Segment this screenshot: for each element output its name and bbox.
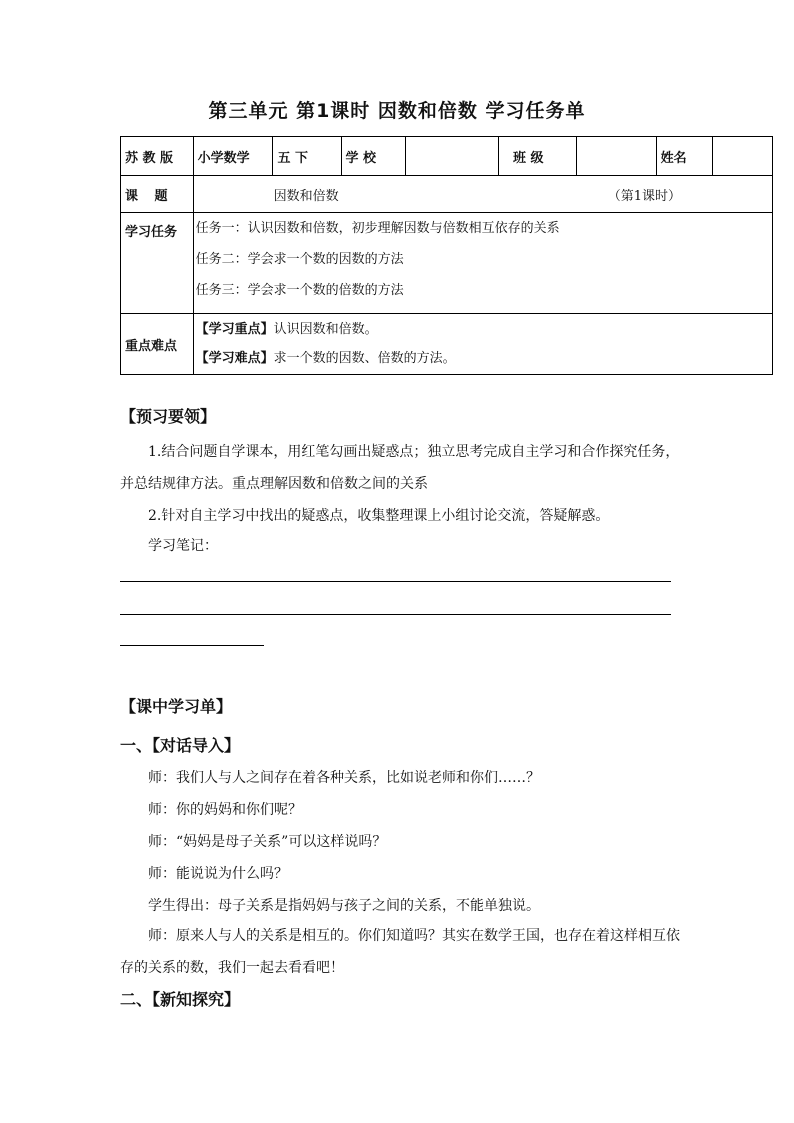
task-item: 任务三：学会求一个数的倍数的方法 [195,283,404,298]
preview-heading: 【预习要领】 [120,407,217,426]
dialog-line: 学生得出：母子关系是指妈妈与孩子之间的关系，不能单独说。 [148,898,540,914]
focus-cell [193,314,772,375]
focus-diff-text: 求一个数的因数、倍数的方法。 [273,351,456,366]
focus-key [196,315,770,344]
table-row [121,314,773,375]
table-row [121,137,773,176]
part2-heading: 二、【新知探究】 [120,990,241,1009]
note-line[interactable] [120,614,671,615]
dialog-line: 师：“妈妈是母子关系”可以这样说吗？ [148,834,387,850]
tasks-cell [193,213,772,314]
part1-heading: 一、【对话导入】 [120,736,241,755]
info-table [120,136,773,375]
dialog-line: 师：能说说为什么吗？ [148,866,288,882]
notes-label: 学习笔记： [148,538,218,554]
note-line[interactable] [120,645,264,646]
school-label: 学 校 [341,137,405,176]
topic-value: 因数和倍数 [273,188,339,204]
table-row [121,213,773,314]
focus-key-text: 认识因数和倍数。 [273,322,378,337]
lesson-heading: 【课中学习单】 [120,697,233,716]
page-title: 第三单元 第1课时 因数和倍数 学习任务单 [208,100,586,122]
publisher-cell: 苏 教 版 [121,137,194,176]
class-label: 班 级 [498,137,576,176]
topic-label: 课 题 [121,176,194,213]
school-value[interactable] [405,137,498,176]
task-item: 任务一：认识因数和倍数，初步理解因数与倍数相互依存的关系 [195,221,560,236]
dialog-line: 师：你的妈妈和你们呢？ [148,802,302,818]
task-item: 任务二：学会求一个数的因数的方法 [195,252,404,267]
name-label: 姓名 [656,137,712,176]
preview-paragraph-2: 2.针对自主学习中找出的疑惑点，收集整理课上小组讨论交流，答疑解惑。 [148,508,610,524]
grade-cell: 五 下 [273,137,341,176]
topic-period: （第1课时） [607,188,682,204]
closing-paragraph: 师：原来人与人的关系是相互的。你们知道吗？其实在数学王国，也存在着这样相互依存的关系的数，我们一起去看看吧！ [120,928,680,976]
focus-key-tag: 【学习重点】 [195,322,274,337]
tasks-label: 学习任务 [121,213,194,314]
table-row [121,176,773,213]
focus-difficulty [196,344,770,373]
preview-paragraph-1: 1.结合问题自学课本，用红笔勾画出疑惑点；独立思考完成自主学习和合作探究任务，并总结规律方法。重点理解因数和倍数之间的关系 [120,444,680,492]
note-line[interactable] [120,581,671,582]
focus-label: 重点难点 [121,314,194,375]
dialog-line: 师：我们人与人之间存在着各种关系，比如说老师和你们……？ [148,770,540,786]
topic-cell [193,176,772,213]
subject-cell: 小学数学 [193,137,273,176]
name-value[interactable] [712,137,772,176]
class-value[interactable] [577,137,657,176]
focus-diff-tag: 【学习难点】 [195,351,274,366]
